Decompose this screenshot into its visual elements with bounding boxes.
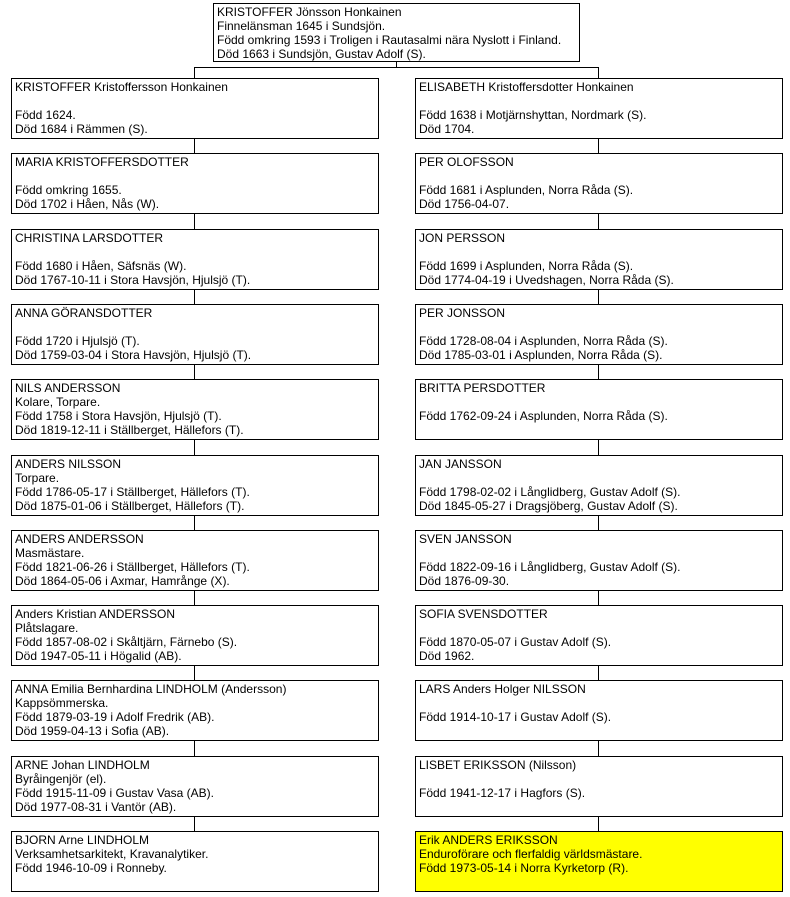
connector-line — [194, 67, 195, 78]
person-name: SOFIA SVENSDOTTER — [419, 607, 548, 621]
person-detail: Enduroförare och flerfaldig världsmästare. — [419, 847, 643, 861]
person-detail: Verksamhetsarkitekt, Kravanalytiker. — [15, 847, 209, 861]
person-detail: Född 1699 i Asplunden, Norra Råda (S). — [419, 259, 634, 273]
connector-line — [194, 741, 195, 756]
person-detail: Kappsömmerska. — [15, 696, 109, 710]
person-detail — [419, 245, 779, 259]
person-detail: Död 1759-03-04 i Stora Havsjön, Hjulsjö (T). — [15, 348, 252, 362]
connector-line — [194, 139, 195, 153]
person-detail: Död 1663 i Sundsjön, Gustav Adolf (S). — [217, 47, 426, 61]
person-box-right — [415, 78, 783, 139]
person-detail — [15, 245, 375, 259]
person-detail: Död 1767-10-11 i Stora Havsjön, Hjulsjö (T). — [15, 273, 251, 287]
connector-line — [194, 516, 195, 530]
connector-line — [194, 67, 599, 68]
person-detail: Född 1798-02-02 i Långlidberg, Gustav Adolf (S). — [419, 485, 681, 499]
person-name: Anders Kristian ANDERSSON — [15, 607, 176, 621]
person-detail — [419, 320, 779, 334]
connector-line — [598, 214, 599, 229]
person-box-right — [415, 756, 783, 817]
person-name: LISBET ERIKSSON (Nilsson) — [419, 758, 577, 772]
person-detail: Masmästare. — [15, 546, 85, 560]
person-box-right — [415, 831, 783, 892]
person-detail: Född 1870-05-07 i Gustav Adolf (S). — [419, 635, 612, 649]
person-name: ANDERS ANDERSSON — [15, 532, 144, 546]
person-detail — [419, 724, 779, 738]
person-name: ANNA Emilia Bernhardina LINDHOLM (Andersson) — [15, 682, 287, 696]
person-detail: Kolare, Torpare. — [15, 395, 101, 409]
person-detail: Född 1720 i Hjulsjö (T). — [15, 334, 140, 348]
person-detail: Född omkring 1593 i Troligen i Rautasalmi nära Nyslott i Finland. — [217, 33, 562, 47]
person-detail: Född 1821-06-26 i Ställberget, Hällefors (T). — [15, 560, 250, 574]
person-name: MARIA KRISTOFFERSDOTTER — [15, 155, 189, 169]
person-box-left — [11, 153, 379, 214]
person-detail: Född 1879-03-19 i Adolf Fredrik (AB). — [15, 710, 215, 724]
connector-line — [194, 591, 195, 605]
person-name: SVEN JANSSON — [419, 532, 512, 546]
person-detail: Död 1704. — [419, 122, 475, 136]
connector-line — [598, 817, 599, 831]
connector-line — [598, 666, 599, 680]
person-detail: Död 1785-03-01 i Asplunden, Norra Råda (S). — [419, 348, 663, 362]
person-detail — [15, 94, 375, 108]
person-detail: Född 1915-11-09 i Gustav Vasa (AB). — [15, 786, 214, 800]
person-detail: Född 1681 i Asplunden, Norra Råda (S). — [419, 183, 634, 197]
person-detail: Död 1875-01-06 i Ställberget, Hällefors (T). — [15, 499, 245, 513]
person-detail: Död 1845-05-27 i Dragsjöberg, Gustav Adolf (S). — [419, 499, 678, 513]
person-detail — [419, 772, 779, 786]
person-detail: Död 1702 i Håen, Nås (W). — [15, 197, 160, 211]
person-detail — [419, 696, 779, 710]
person-detail: Död 1959-04-13 i Sofia (AB). — [15, 724, 170, 738]
person-detail: Död 1774-04-19 i Uvedshagen, Norra Råda (S). — [419, 273, 674, 287]
person-name: KRISTOFFER Jönsson Honkainen — [217, 5, 402, 19]
person-detail: Död 1864-05-06 i Axmar, Hamrånge (X). — [15, 574, 230, 588]
person-name: LARS Anders Holger NILSSON — [419, 682, 586, 696]
person-detail — [419, 169, 779, 183]
person-box-left — [11, 78, 379, 139]
person-box-left — [11, 304, 379, 365]
person-name: JON PERSSON — [419, 231, 506, 245]
person-box-left — [11, 680, 379, 741]
person-detail: Byråingenjör (el). — [15, 772, 107, 786]
connector-line — [598, 741, 599, 756]
person-detail — [419, 621, 779, 635]
person-name: PER JONSSON — [419, 306, 506, 320]
connector-line — [598, 139, 599, 153]
person-box-left — [11, 455, 379, 516]
person-detail: Död 1947-05-11 i Högalid (AB). — [15, 649, 182, 663]
person-detail — [419, 546, 779, 560]
person-box-right — [415, 379, 783, 440]
person-detail: Född 1941-12-17 i Hagfors (S). — [419, 786, 586, 800]
connector-line — [194, 817, 195, 831]
person-box-left — [11, 379, 379, 440]
person-box-left — [11, 229, 379, 290]
person-box-right — [415, 455, 783, 516]
person-name: JAN JANSSON — [419, 457, 502, 471]
person-box-right — [415, 680, 783, 741]
person-detail: Död 1684 i Rämmen (S). — [15, 122, 148, 136]
connector-line — [194, 666, 195, 680]
person-detail: Född 1624. — [15, 108, 76, 122]
person-box-left — [11, 530, 379, 591]
person-detail — [419, 800, 779, 814]
connector-line — [598, 516, 599, 530]
person-detail: Född 1857-08-02 i Skåltjärn, Färnebo (S). — [15, 635, 238, 649]
person-detail: Född 1914-10-17 i Gustav Adolf (S). — [419, 710, 612, 724]
person-detail — [15, 320, 375, 334]
person-name: BJORN Arne LINDHOLM — [15, 833, 150, 847]
connector-line — [194, 440, 195, 455]
connector-line — [598, 67, 599, 78]
person-detail: Född 1638 i Motjärnshyttan, Nordmark (S). — [419, 108, 647, 122]
person-detail: Torpare. — [15, 471, 60, 485]
person-detail: Född 1762-09-24 i Asplunden, Norra Råda (S). — [419, 409, 668, 423]
person-detail: Född omkring 1655. — [15, 183, 122, 197]
person-detail: Född 1973-05-14 i Norra Kyrketorp (R). — [419, 861, 629, 875]
person-name: NILS ANDERSSON — [15, 381, 121, 395]
person-detail: Född 1822-09-16 i Långlidberg, Gustav Adolf (S). — [419, 560, 681, 574]
person-name: BRITTA PERSDOTTER — [419, 381, 546, 395]
connector-line — [598, 365, 599, 379]
connector-line — [598, 440, 599, 455]
connector-line — [598, 290, 599, 304]
person-detail: Finnelänsman 1645 i Sundsjön. — [217, 19, 386, 33]
person-detail: Född 1786-05-17 i Ställberget, Hällefors (T). — [15, 485, 250, 499]
root-person-box — [213, 3, 580, 62]
person-detail: Död 1756-04-07. — [419, 197, 510, 211]
person-detail — [419, 395, 779, 409]
person-detail: Död 1977-08-31 i Vantör (AB). — [15, 800, 177, 814]
connector-line — [194, 290, 195, 304]
connector-line — [194, 365, 195, 379]
person-detail: Död 1962. — [419, 649, 475, 663]
person-detail — [419, 423, 779, 437]
person-detail: Född 1728-08-04 i Asplunden, Norra Råda (S). — [419, 334, 668, 348]
person-detail: Född 1758 i Stora Havsjön, Hjulsjö (T). — [15, 409, 222, 423]
connector-line — [598, 591, 599, 605]
person-box-right — [415, 304, 783, 365]
person-detail — [15, 169, 375, 183]
person-detail: Född 1946-10-09 i Ronneby. — [15, 861, 167, 875]
person-name: ARNE Johan LINDHOLM — [15, 758, 150, 772]
person-name: ANDERS NILSSON — [15, 457, 122, 471]
person-name: KRISTOFFER Kristoffersson Honkainen — [15, 80, 228, 94]
person-box-right — [415, 530, 783, 591]
person-name: ELISABETH Kristoffersdotter Honkainen — [419, 80, 634, 94]
person-detail — [419, 471, 779, 485]
person-box-right — [415, 605, 783, 666]
person-detail — [419, 94, 779, 108]
person-box-right — [415, 153, 783, 214]
person-detail: Plåtslagare. — [15, 621, 79, 635]
person-detail: Död 1819-12-11 i Ställberget, Hällefors (T). — [15, 423, 244, 437]
person-box-left — [11, 756, 379, 817]
person-name: CHRISTINA LARSDOTTER — [15, 231, 164, 245]
person-detail — [15, 875, 375, 889]
person-name: PER OLOFSSON — [419, 155, 514, 169]
person-box-right — [415, 229, 783, 290]
person-detail — [419, 875, 779, 889]
person-name: ANNA GÖRANSDOTTER — [15, 306, 153, 320]
person-name: Erik ANDERS ERIKSSON — [419, 833, 558, 847]
person-detail: Död 1876-09-30. — [419, 574, 510, 588]
person-box-left — [11, 831, 379, 892]
person-box-left — [11, 605, 379, 666]
connector-line — [194, 214, 195, 229]
person-detail: Född 1680 i Håen, Säfsnäs (W). — [15, 259, 187, 273]
